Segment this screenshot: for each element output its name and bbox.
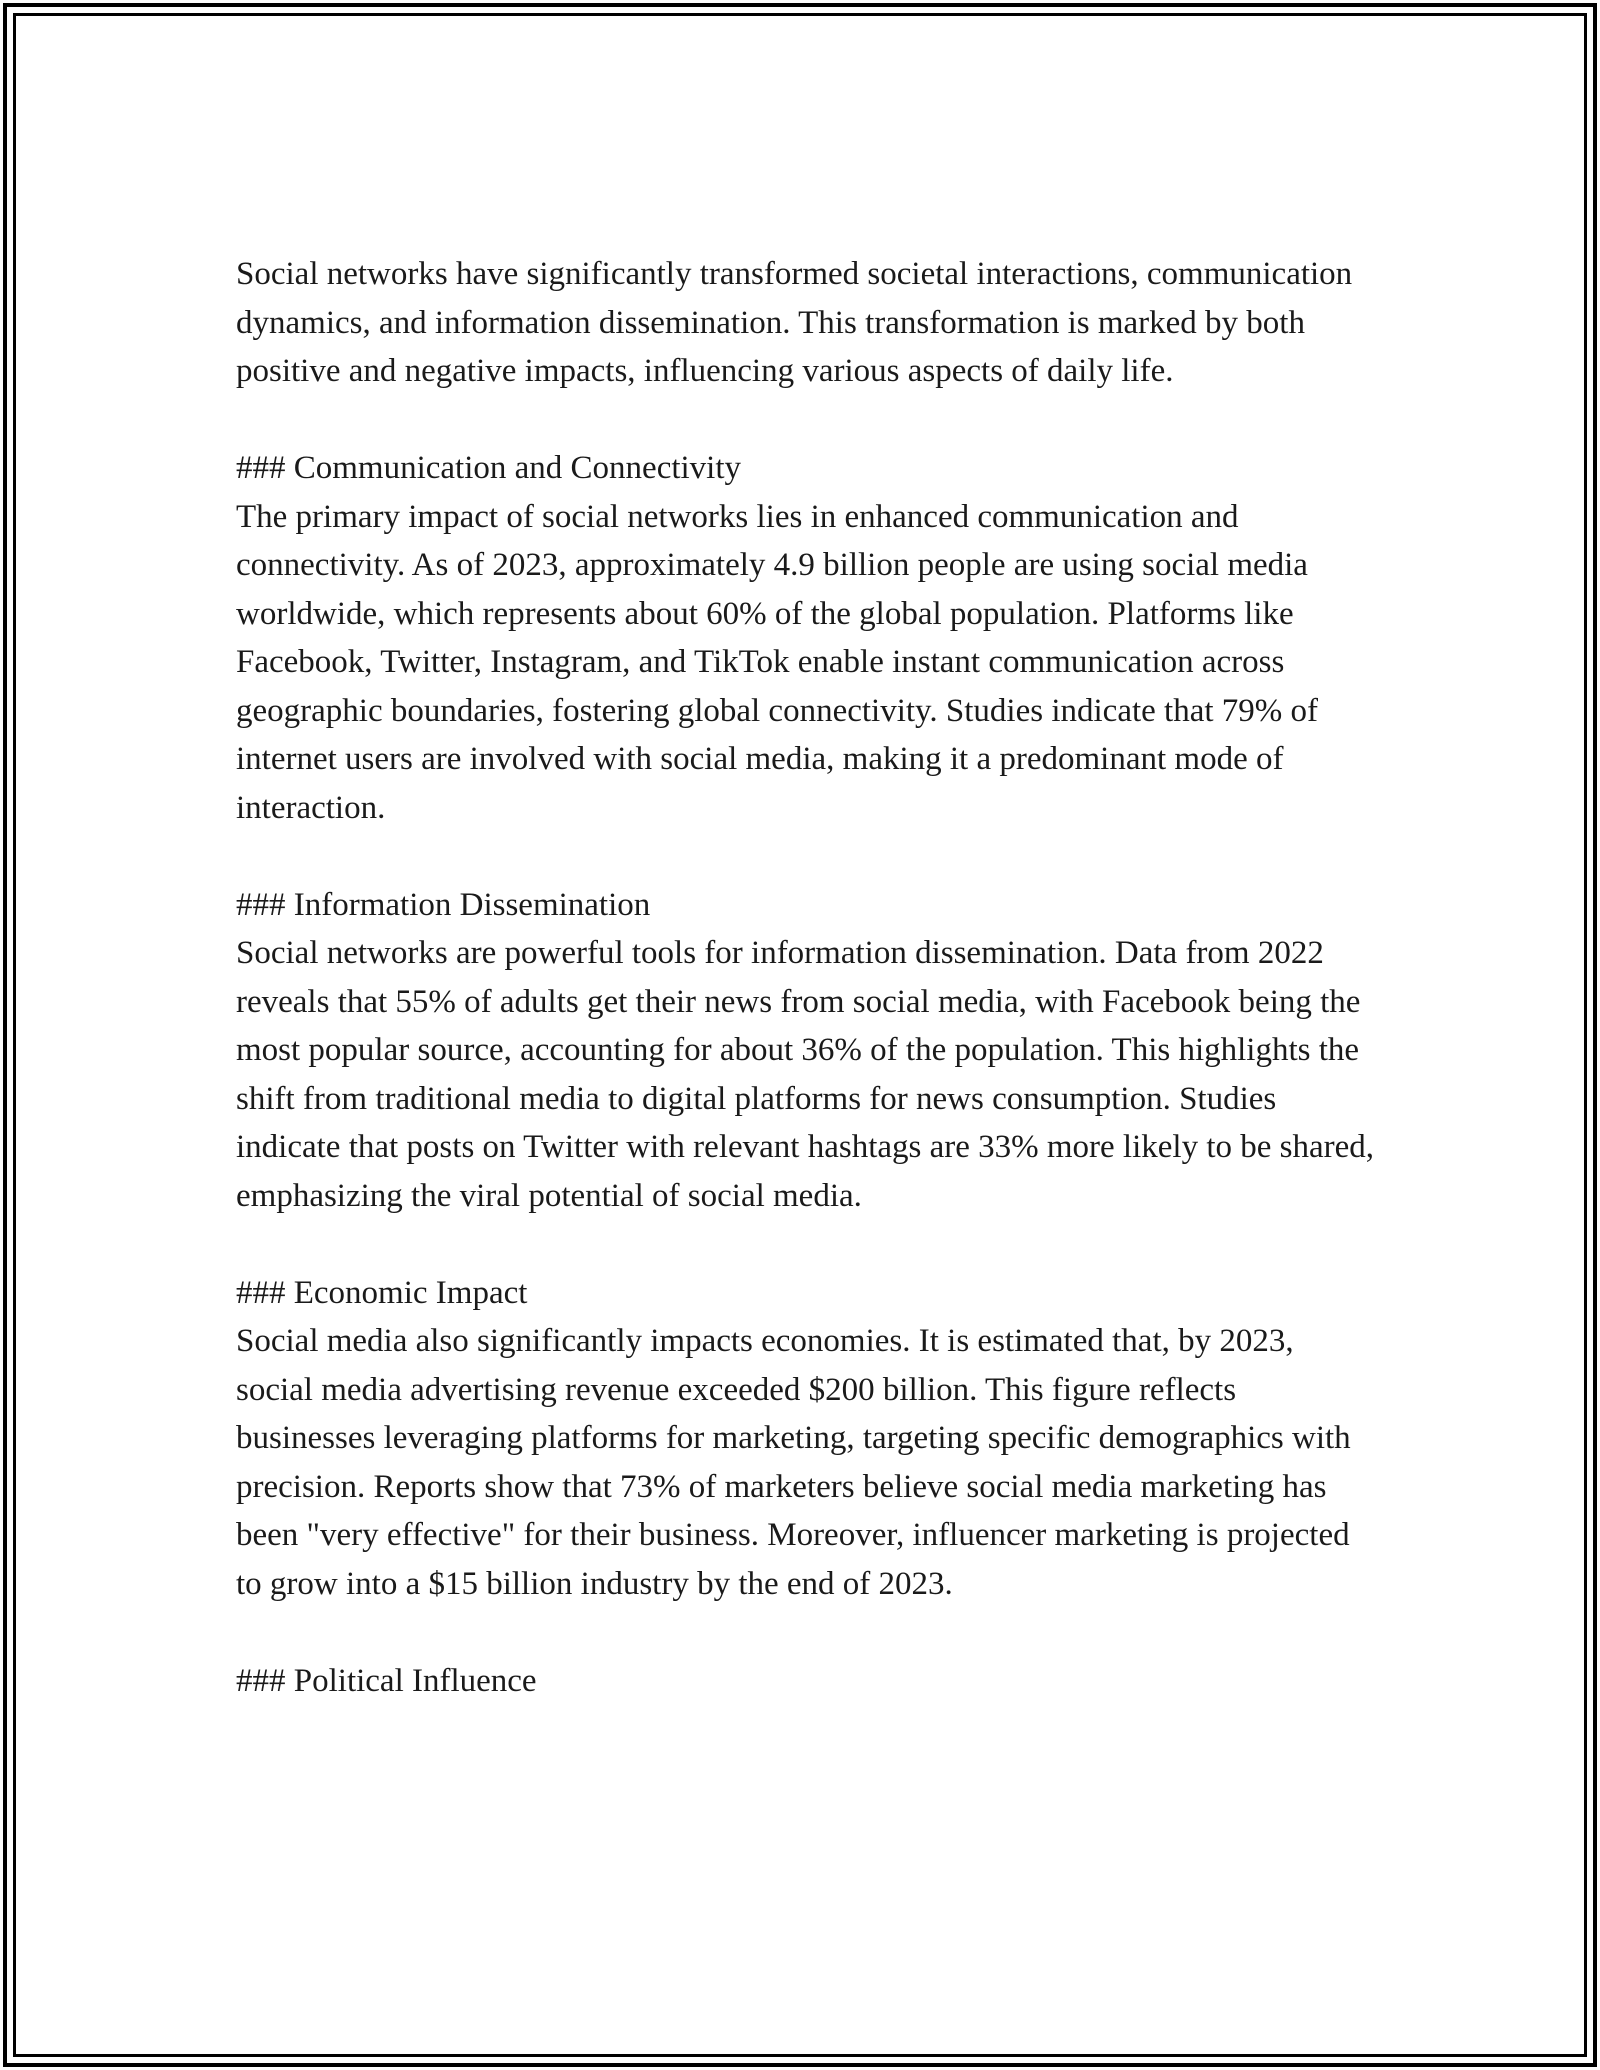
section-heading: ### Political Influence: [236, 1662, 537, 1699]
section-heading: ### Information Dissemination: [236, 886, 651, 923]
section-heading: ### Economic Impact: [236, 1274, 528, 1311]
document-body: [236, 250, 1376, 1754]
intro-paragraph: Social networks have significantly transformed societal interactions, communication dynamics, and information dissemination. This transformation is marked by both positive and negative impacts, influencing various aspects of daily life.: [236, 256, 1353, 389]
section-heading: ### Communication and Connectivity: [236, 450, 742, 486]
section-communication-connectivity: [236, 444, 1376, 832]
intro-block: [236, 250, 1376, 396]
section-paragraph: The primary impact of social networks lies in enhanced communication and connectivity. As of 2023, approximately 4.9 billion people are using social media worldwide, which represents about 60% of the global population. Platforms like Facebook, Twitter, Instagram, and TikTok enable instant communication across geographic boundaries, fostering global connectivity. Studies indicate that 79% of internet users are involved with social media, making it a predominant mode of interaction.: [236, 498, 1318, 826]
section-paragraph: Social networks are powerful tools for information dissemination. Data from 2022 reveals that 55% of adults get their news from social media, with Facebook being the most popular source, accounting for about 36% of the population. This highlights the shift from traditional media to digital platforms for news consumption. Studies indicate that posts on Twitter with relevant hashtags are 33% more likely to be shared, emphasizing the viral potential of social media.: [236, 935, 1375, 1214]
section-political-influence: [236, 1657, 1376, 1706]
section-economic-impact: [236, 1269, 1376, 1609]
section-paragraph: Social media also significantly impacts economies. It is estimated that, by 2023, social media advertising revenue exceeded $200 billion. This figure reflects businesses leveraging platforms for marketing, targeting specific demographics with precision. Reports show that 73% of marketers believe social media marketing has been "very effective" for their business. Moreover, influencer marketing is projected to grow into a $15 billion industry by the end of 2023.: [236, 1323, 1351, 1602]
section-information-dissemination: [236, 881, 1376, 1221]
